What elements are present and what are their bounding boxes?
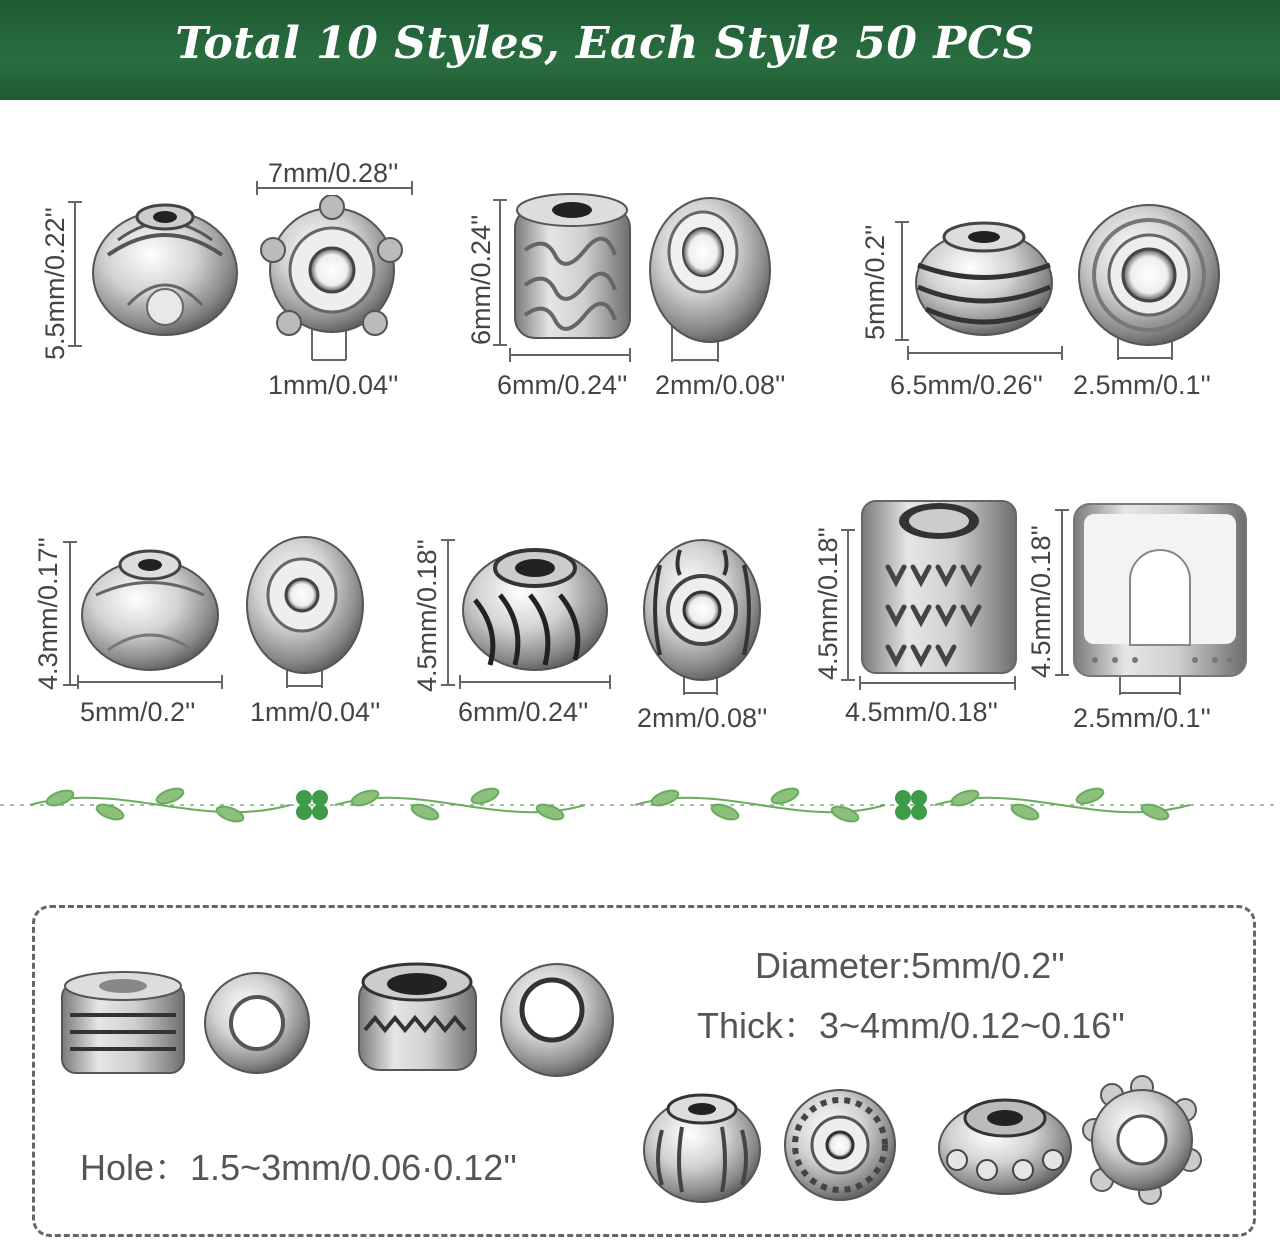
bead-style6-cube-side [858, 497, 1020, 677]
bead-style2-front [645, 190, 775, 350]
style4-width-label: 5mm/0.2'' [80, 697, 196, 727]
bead-style8-side [355, 960, 480, 1075]
bead-style8-front [497, 960, 617, 1080]
style3-hole-label: 2.5mm/0.1'' [1073, 370, 1211, 400]
style6-width-label: 4.5mm/0.18'' [845, 697, 998, 727]
style5-height-label: 4.5mm/0.18'' [412, 539, 442, 692]
diameter-spec: Diameter:5mm/0.2'' [755, 945, 1065, 986]
bead-style1-side [88, 195, 243, 345]
style5-width-label: 6mm/0.24'' [458, 697, 589, 727]
style2-height-label: 6mm/0.24'' [466, 214, 496, 345]
bead-style7-side [58, 968, 188, 1078]
thickness-spec: Thick：3~4mm/0.12~0.16'' [697, 1005, 1125, 1046]
bead-style5-side [460, 540, 610, 675]
vine-divider [0, 770, 1280, 840]
style6-height2-label: 4.5mm/0.18'' [1026, 525, 1056, 678]
bead-style5-front [640, 535, 765, 685]
style3-width-label: 6.5mm/0.26'' [890, 370, 1043, 400]
style2-hole-label: 2mm/0.08'' [655, 370, 786, 400]
style6-height-label: 4.5mm/0.18'' [813, 527, 843, 680]
bead-style3-side [912, 215, 1057, 340]
style4-height-label: 4.3mm/0.17'' [33, 537, 63, 690]
style1-width-label: 7mm/0.28'' [268, 158, 399, 188]
bead-style1-front [255, 195, 410, 345]
style1-height-label: 5.5mm/0.22'' [40, 207, 70, 360]
style1-hole-label: 1mm/0.04'' [268, 370, 399, 400]
bead-style4-front [240, 530, 370, 680]
style3-height-label: 5mm/0.2'' [860, 224, 890, 340]
page-title: Total 10 Styles, Each Style 50 PCS [175, 18, 1035, 69]
bead-style6-cube-front [1070, 500, 1250, 680]
bead-style10-front [1080, 1075, 1205, 1205]
bead-style2-side [510, 190, 635, 350]
bead-style3-front [1072, 200, 1227, 350]
bead-style10-side [935, 1090, 1075, 1200]
style6-hole-label: 2.5mm/0.1'' [1073, 703, 1211, 733]
bead-style9-side [640, 1085, 765, 1205]
bead-style9-front [780, 1085, 900, 1205]
style2-width-label: 6mm/0.24'' [497, 370, 628, 400]
style5-hole-label: 2mm/0.08'' [637, 703, 768, 733]
bead-style7-front [200, 968, 315, 1078]
hole-spec: Hole：1.5~3mm/0.06·0.12'' [80, 1147, 517, 1188]
bead-style4-side [78, 540, 223, 675]
style4-hole-label: 1mm/0.04'' [250, 697, 381, 727]
